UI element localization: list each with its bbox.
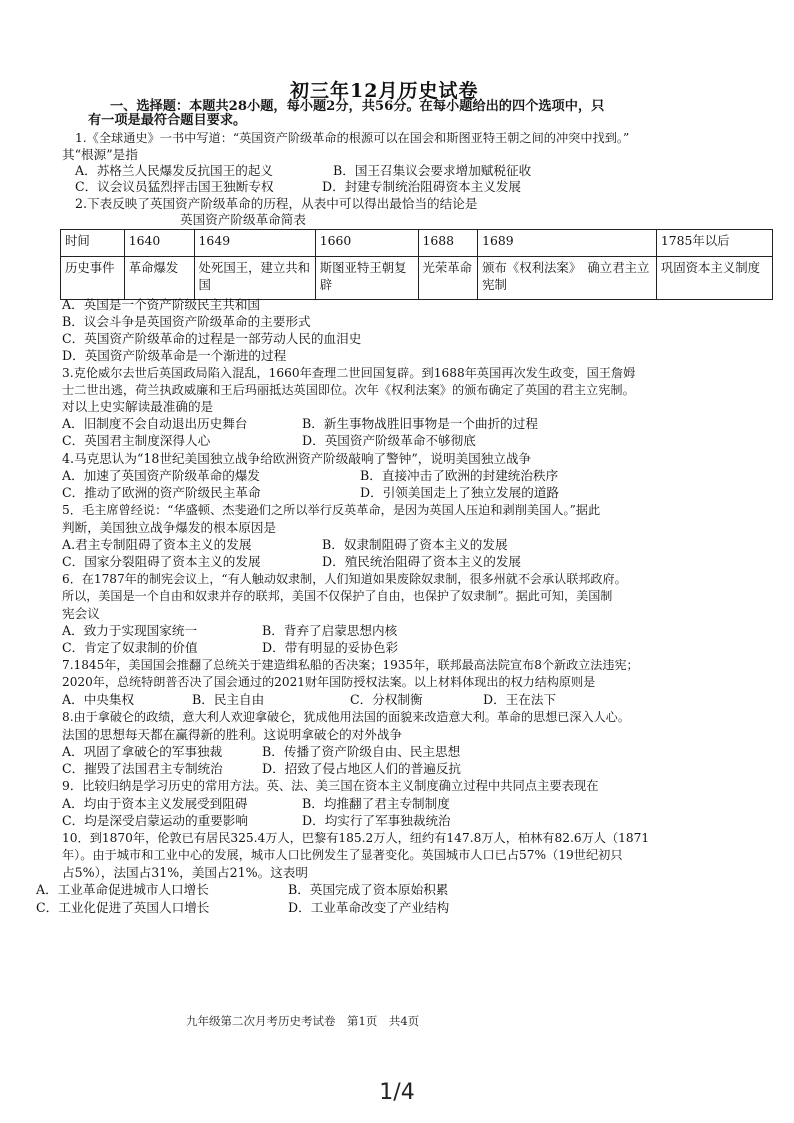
q8-option-c: C．摧毁了法国君主专制统治 xyxy=(62,761,223,776)
q5-option-d: D．殖民统治阻碍了资本主义的发展 xyxy=(322,554,522,569)
q5-option-c: C．国家分裂阻碍了资本主义的发展 xyxy=(62,554,261,569)
q10-option-d: D．工业革命改变了产业结构 xyxy=(288,900,450,915)
table-header-time: 时间 xyxy=(61,230,125,257)
q2-option-c: C．英国资产阶级革命的过程是一部劳动人民的血泪史 xyxy=(62,331,362,346)
table-cell-year: 1689 xyxy=(478,230,657,257)
q9-option-c: C．均是深受启蒙运动的重要影响 xyxy=(62,813,248,828)
q9-option-b: B．均推翻了君主专制制度 xyxy=(302,796,450,811)
q10-stem-cont: 年）。由于城市和工业中心的发展，城市人口比例发生了显著变化。英国城市人口已占57%（19世纪初只 xyxy=(62,848,623,862)
q10-stem-end: 占5%），法国占31%，美国占21%。这表明 xyxy=(62,865,308,880)
table-header-event: 历史事件 xyxy=(61,257,125,300)
q2-stem: 2.下表反映了英国资产阶级革命的历程，从表中可以得出最恰当的结论是 xyxy=(75,196,478,211)
q1-option-b: B．国王召集议会要求增加赋税征收 xyxy=(333,163,532,178)
table-cell-event: 革命爆发 xyxy=(124,257,194,300)
q6-stem-end: 宪会议 xyxy=(62,606,100,621)
q10-option-b: B．英国完成了资本原始积累 xyxy=(288,882,449,897)
q3-option-a: A．旧制度不会自动退出历史舞台 xyxy=(62,416,248,431)
section-heading-cont: 有一项是最符合题目要求。 xyxy=(88,113,247,128)
q10-option-a: A．工业革命促进城市人口增长 xyxy=(36,882,209,897)
q4-option-a: A．加速了英国资产阶级革命的爆发 xyxy=(62,468,261,483)
q2-option-b: B．议会斗争是英国资产阶级革命的主要形式 xyxy=(62,314,311,329)
q8-option-a: A．巩固了拿破仑的军事独裁 xyxy=(62,744,223,759)
q5-option-b: B．奴隶制阻碍了资本主义的发展 xyxy=(322,537,508,552)
q6-stem-cont: 所以，美国是一个自由和奴隶并存的联邦，美国不仅保护了自由，也保护了奴隶制”。据此可知，美国制 xyxy=(62,589,613,603)
q7-option-c: C．分权制衡 xyxy=(350,692,423,707)
q1-option-a: A．苏格兰人民爆发反抗国王的起义 xyxy=(75,163,274,178)
q8-option-d: D．招致了侵占地区人们的普遍反抗 xyxy=(262,761,462,776)
q6-option-c: C．肯定了奴隶制的价值 xyxy=(62,640,198,655)
q8-stem-cont: 法国的思想每天都在赢得新的胜利。这说明拿破仑的对外战争 xyxy=(62,727,403,742)
page-indicator: 1/4 xyxy=(379,1080,415,1105)
q3-stem-cont: 士二世出逃，荷兰执政威廉和王后玛丽抵达英国即位。次年《权利法案》的颁布确定了英国的君主立宪制。 xyxy=(62,383,635,397)
q7-option-b: B．民主自由 xyxy=(192,692,265,707)
q1-stem-cont: 其“根源”是指 xyxy=(62,147,138,162)
q6-stem: 6．在1787年的制宪会议上，“有人触动奴隶制，人们知道如果废除奴隶制，很多州就不会承认联邦政府。 xyxy=(62,572,627,586)
table-cell-year: 1785年以后 xyxy=(656,230,772,257)
revolution-table xyxy=(60,229,773,300)
q3-option-b: B．新生事物战胜旧事物是一个曲折的过程 xyxy=(302,416,538,431)
table-cell-event: 处死国王，建立共和国 xyxy=(194,257,315,300)
q1-stem: 1.《全球通史》一书中写道：“英国资产阶级革命的根源可以在国会和斯图亚特王朝之间的冲突中找到。” xyxy=(75,131,630,145)
q10-stem: 10．到1870年，伦敦已有居民325.4万人，巴黎有185.2万人，纽约有147.8万人，柏林有82.6万人（1871 xyxy=(62,831,650,845)
q5-stem: 5．毛主席曾经说：“华盛顿、杰斐逊们之所以举行反英革命，是因为英国人压迫和剥削美国人。”据此 xyxy=(62,503,601,517)
q4-option-d: D．引领美国走上了独立发展的道路 xyxy=(360,485,560,500)
q1-option-c: C．议会议员猛烈抨击国王独断专权 xyxy=(75,179,274,194)
q7-stem-cont: 2020年，总统特朗普否决了国会通过的2021财年国防授权法案。以上材料体现出的权力结构原则是 xyxy=(62,675,596,689)
q6-option-a: A．致力于实现国家统一 xyxy=(62,623,198,638)
q3-option-d: D．英国资产阶级革命不够彻底 xyxy=(302,433,476,448)
table-cell-event: 斯图亚特王朝复辟 xyxy=(315,257,418,300)
table-cell-event: 颁布《权利法案》 确立君主立宪制 xyxy=(478,257,657,300)
q7-option-a: A．中央集权 xyxy=(62,692,135,707)
q9-option-a: A．均由于资本主义发展受到阻碍 xyxy=(62,796,248,811)
page-footer: 九年级第二次月考历史考试卷 第1页 共4页 xyxy=(186,1014,420,1028)
q2-option-a: A．英国是一个资产阶级民主共和国 xyxy=(62,297,261,312)
q10-option-c: C．工业化促进了英国人口增长 xyxy=(36,900,210,915)
q9-stem: 9．比较归纳是学习历史的常用方法。英、法、美三国在资本主义制度确立过程中共同点主要表现在 xyxy=(62,779,599,793)
q8-stem: 8.由于拿破仑的政绩，意大利人欢迎拿破仑，犹成他用法国的面貌来改造意大利。革命的思想已深入人心。 xyxy=(62,710,630,724)
q5-stem-cont: 判断，美国独立战争爆发的根本原因是 xyxy=(62,520,277,535)
section-heading: 一、选择题：本题共28小题，每小题2分，共56分。在每小题给出的四个选项中，只 xyxy=(110,99,605,114)
q7-stem: 7.1845年，美国国会推翻了总统关于建造缉私船的否决案；1935年，联邦最高法院宣布8个新政立法违宪； xyxy=(62,658,639,672)
q3-stem: 3.克伦威尔去世后英国政局陷入混乱，1660年查理二世回国复辟。到1688年英国再次发生政变，国王詹姆 xyxy=(62,366,636,380)
q4-option-b: B．直接冲击了欧洲的封建统治秩序 xyxy=(360,468,559,483)
q8-option-b: B．传播了资产阶级自由、民主思想 xyxy=(262,744,461,759)
q5-option-a: A.君主专制阻碍了资本主义的发展 xyxy=(62,537,252,552)
q2-table-caption: 英国资产阶级革命简表 xyxy=(180,212,306,227)
table-cell-year: 1688 xyxy=(418,230,478,257)
table-cell-year: 1649 xyxy=(194,230,315,257)
q6-option-b: B．背弃了启蒙思想内核 xyxy=(262,623,398,638)
page-title: 初三年12月历史试卷 xyxy=(290,80,479,102)
q1-option-d: D．封建专制统治阻碍资本主义发展 xyxy=(322,179,522,194)
q7-option-d: D．王在法下 xyxy=(483,692,557,707)
table-cell-event: 巩固资本主义制度 xyxy=(656,257,772,300)
q2-option-d: D．英国资产阶级革命是一个渐进的过程 xyxy=(62,348,287,363)
q9-option-d: D．均实行了军事独裁统治 xyxy=(302,813,451,828)
q6-option-d: D．带有明显的妥协色彩 xyxy=(262,640,399,655)
table-row-events xyxy=(61,257,773,300)
q3-stem-end: 对以上史实解读最准确的是 xyxy=(62,399,214,414)
q3-option-c: C．英国君主制度深得人心 xyxy=(62,433,211,448)
q4-stem: 4.马克思认为“18世纪美国独立战争给欧洲资产阶级敲响了警钟”，说明美国独立战争 xyxy=(62,451,532,466)
q4-option-c: C．推动了欧洲的资产阶级民主革命 xyxy=(62,485,261,500)
table-row-years xyxy=(61,230,773,257)
table-cell-year: 1660 xyxy=(315,230,418,257)
table-cell-event: 光荣革命 xyxy=(418,257,478,300)
table-cell-year: 1640 xyxy=(124,230,194,257)
